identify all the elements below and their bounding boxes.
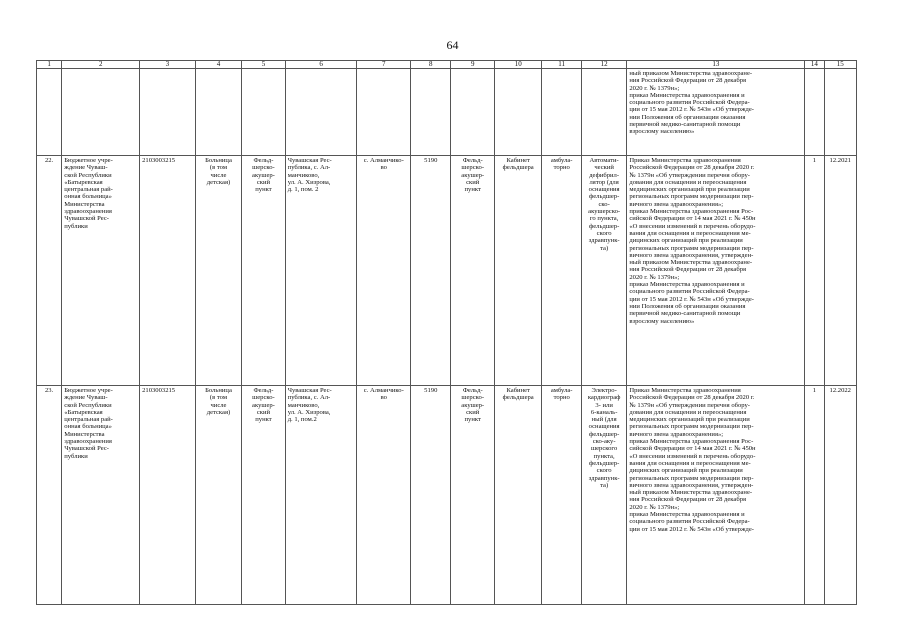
text-line: акушерско- [588, 208, 621, 216]
text-line: 6-каналь- [590, 408, 618, 416]
text-line: пункта, [593, 452, 615, 460]
text-line: региональных программ модернизации пер- [629, 474, 754, 482]
text-line: «Батыревская [64, 408, 103, 416]
table-row [37, 386, 857, 605]
column-number-6: 6 [285, 61, 357, 69]
text-line: Бюджетное учре- [64, 157, 113, 164]
text-line: вичного звена здравоохранения, утвержден- [629, 481, 754, 489]
text-line: пункт [255, 416, 272, 424]
text-line: центральная рай- [64, 186, 113, 194]
text-line: во [380, 394, 387, 402]
organization-cell [62, 386, 140, 605]
basis-cell-continued [627, 69, 805, 156]
text-line: публики [64, 222, 88, 230]
text-line: Фельд- [253, 387, 274, 394]
text-line: во [380, 164, 387, 172]
text-line: пункт [255, 186, 272, 194]
text-line: ции от 15 мая 2012 г. № 543н «Об утвержде- [629, 525, 754, 533]
text-line: фельдшер- [588, 193, 620, 201]
text-line: ный (для [591, 416, 617, 424]
text-line: торно [553, 164, 570, 172]
equipment-cell [581, 386, 626, 605]
text-line: 2020 г. № 1379н»; [629, 84, 680, 92]
text-line: Чувашская Рес- [287, 157, 332, 164]
text-line: сийской Федерации от 14 мая 2021 г. № 450н [629, 215, 756, 223]
text-line: № 1379н «Об утверждении перечня обору- [629, 401, 750, 409]
text-line: торно [553, 394, 570, 402]
text-line: ский [466, 408, 480, 416]
text-line: Фельд- [253, 157, 274, 164]
text-line: Приказ Министерства здравоохранения [629, 387, 741, 394]
room-cell [494, 156, 542, 386]
text-line: приказ Министерства здравоохранения и [629, 511, 745, 519]
settlement-cell [357, 386, 411, 605]
text-line: Чувашской Рес- [64, 215, 109, 223]
text-line: приказ Министерства здравоохранения Рос- [629, 208, 754, 216]
column-number-10: 10 [494, 61, 542, 69]
text-line: Электро- [591, 387, 617, 394]
page-number: 64 [446, 38, 459, 52]
text-line: шерско- [461, 164, 485, 172]
text-line: социального развития Российской Федера- [629, 99, 750, 107]
text-line: с. Алманчико- [363, 157, 404, 164]
quantity-cell: 1 [805, 386, 824, 605]
text-line: числе [210, 171, 227, 179]
text-line: публики [64, 452, 88, 460]
text-line: фельдшера [502, 164, 534, 172]
text-line: здравпунк- [588, 237, 620, 245]
text-line: дования для оснащения и переоснащения [629, 178, 747, 186]
text-line: го пункта, [589, 215, 619, 223]
text-line: детская) [206, 178, 231, 186]
column-number-7: 7 [357, 61, 411, 69]
text-line: амбула- [550, 387, 573, 394]
column-number-1: 1 [37, 61, 62, 69]
text-line: Российской Федерации от 28 декабря 2020 г. [629, 164, 755, 172]
text-line: Фельд- [462, 157, 483, 164]
text-line: шерско- [252, 164, 275, 172]
text-line: онная больница» [64, 193, 112, 201]
text-line: вания для оснащения и переоснащения ме- [629, 459, 751, 467]
text-line: манчиково, [287, 401, 320, 409]
row-number: 23. [37, 386, 62, 605]
table-row [37, 156, 857, 386]
column-number-9: 9 [451, 61, 494, 69]
text-line: вичного звена здравоохранения, утвержден- [629, 251, 754, 259]
text-line: «О внесении изменений в перечень оборудо- [629, 452, 756, 460]
text-line: первичной медико-санитарной помощи [629, 310, 741, 318]
text-line: региональных программ модернизации пер- [629, 244, 754, 252]
text-line: дефибрил- [589, 171, 620, 179]
text-line: фельдшер- [588, 459, 620, 467]
column-number-11: 11 [542, 61, 581, 69]
text-line: региональных программ модернизации пер- [629, 193, 754, 201]
column-number-13: 13 [627, 61, 805, 69]
unit-cell [242, 156, 285, 386]
text-line: социального развития Российской Федера- [629, 288, 750, 296]
text-line: лятор (для [589, 178, 619, 186]
text-line: онная больница» [64, 423, 112, 431]
text-line: региональных программ модернизации пер- [629, 423, 754, 431]
text-line: ческий [594, 164, 614, 172]
text-line: дицинских организаций при реализации [629, 467, 743, 475]
text-line: фельдшер- [588, 430, 620, 438]
text-line: ского [596, 229, 612, 237]
room-cell [494, 386, 542, 605]
unit-cell [242, 386, 285, 605]
text-line: манчиково, [287, 171, 320, 179]
text-line: ный приказом Министерства здравоохране- [629, 259, 753, 267]
basis-cell [627, 156, 805, 386]
text-line: нии Положения об организации оказания [629, 302, 746, 310]
date-cell: 12.2022 [824, 386, 856, 605]
text-line: нии Положения об организации оказания [629, 113, 746, 121]
text-line: оснащения [588, 186, 620, 194]
text-line: кардиограф [587, 394, 621, 402]
row-number: 22. [37, 156, 62, 386]
text-line: вичного звена здравоохранения»; [629, 430, 724, 438]
text-line: 2020 г. № 1379н»; [629, 503, 680, 511]
equipment-cell [581, 156, 626, 386]
text-line: ский [256, 408, 271, 416]
text-line: первичной медико-санитарной помощи [629, 121, 741, 129]
text-line: фельдшера [502, 394, 534, 402]
column-number-14: 14 [805, 61, 824, 69]
text-line: с. Алманчико- [363, 387, 404, 394]
text-line: та) [600, 481, 609, 489]
subunit-cell [451, 386, 494, 605]
text-line: «Батыревская [64, 178, 103, 186]
column-number-8: 8 [411, 61, 451, 69]
text-line: центральная рай- [64, 416, 113, 424]
basis-cell [627, 386, 805, 605]
column-number-15: 15 [824, 61, 856, 69]
text-line: ский [466, 178, 480, 186]
text-line: шерско- [461, 394, 485, 402]
text-line: пункт [464, 416, 481, 424]
settlement-cell [357, 156, 411, 386]
text-line: Приказ Министерства здравоохранения [629, 157, 741, 164]
text-line: дицинских организаций при реализации [629, 237, 743, 245]
text-line: приказ Министерства здравоохранения и [629, 91, 745, 99]
text-line: ции от 15 мая 2012 г. № 543н «Об утвержде- [629, 106, 754, 114]
address-cell [285, 156, 357, 386]
text-line: ции от 15 мая 2012 г. № 543н «Об утвержде- [629, 295, 754, 303]
text-line: ской Республики [64, 401, 112, 409]
inn-code-cell: 2103003215 [140, 386, 196, 605]
text-line: ского [596, 467, 612, 475]
text-line: ния Российской Федерации от 28 декабря [629, 496, 747, 504]
text-line: Бюджетное учре- [64, 387, 113, 394]
text-line: Больница [205, 387, 232, 394]
text-line: Фельд- [462, 387, 483, 394]
text-line: Кабинет [506, 387, 530, 394]
text-line: пункт [464, 186, 481, 194]
text-line: 3- или [595, 401, 613, 409]
column-number-5: 5 [242, 61, 285, 69]
code-cell: 5190 [411, 156, 451, 386]
text-line: ской Республики [64, 171, 112, 179]
text-line: сийской Федерации от 14 мая 2021 г. № 450н [629, 445, 756, 453]
text-line: приказ Министерства здравоохранения и [629, 281, 745, 289]
text-line: детская) [206, 408, 231, 416]
text-line: Российской Федерации от 28 декабря 2020 г. [629, 394, 755, 402]
address-cell [285, 386, 357, 605]
column-number-row [37, 61, 857, 69]
column-number-4: 4 [195, 61, 242, 69]
equipment-table [36, 60, 857, 605]
text-line: фельдшер- [588, 222, 620, 230]
date-cell: 12.2021 [824, 156, 856, 386]
text-line: ный приказом Министерства здравоохране- [629, 489, 753, 497]
text-line: № 1379н «Об утверждении перечня обору- [629, 171, 750, 179]
quantity-cell: 1 [805, 156, 824, 386]
text-line: оснащения [588, 423, 620, 431]
text-line: Министерства [64, 200, 105, 208]
subunit-cell [451, 156, 494, 386]
column-number-12: 12 [581, 61, 626, 69]
text-line: (в том [209, 164, 228, 172]
text-line: социального развития Российской Федера- [629, 518, 750, 526]
text-line: амбула- [550, 157, 573, 164]
organization-cell [62, 156, 140, 386]
text-line: д. 1, пом. 2 [287, 186, 319, 194]
text-line: Министерства [64, 430, 105, 438]
text-line: взрослому населению» [629, 317, 695, 325]
text-line: взрослому населению» [629, 128, 695, 136]
text-line: здравпунк- [588, 474, 620, 482]
text-line: публика, с. Ал- [287, 394, 331, 402]
text-line: (в том [209, 394, 228, 402]
text-line: приказ Министерства здравоохранения Рос- [629, 438, 754, 446]
text-line: публика, с. Ал- [287, 164, 331, 172]
text-line: акушер- [252, 401, 275, 409]
text-line: акушер- [461, 171, 485, 179]
text-line: ско- [598, 200, 610, 208]
text-line: вичного звена здравоохранения»; [629, 200, 724, 208]
text-line: медицинских организаций при реализации [629, 186, 750, 194]
code-cell: 5190 [411, 386, 451, 605]
text-line: Чувашская Рес- [287, 387, 332, 394]
continuation-row [37, 69, 857, 156]
text-line: ный приказом Министерства здравоохране- [629, 70, 753, 77]
text-line: ский [256, 178, 271, 186]
facility-type-cell [195, 386, 242, 605]
text-line: дования для оснащения и переоснащения [629, 408, 747, 416]
text-line: Чувашской Рес- [64, 445, 109, 453]
text-line: шерского [591, 445, 618, 453]
text-line: ул. А. Хизрова, [287, 408, 331, 416]
column-number-3: 3 [140, 61, 196, 69]
inn-code-cell: 2103003215 [140, 156, 196, 386]
text-line: здравоохранения [64, 438, 112, 446]
text-line: вания для оснащения и переоснащения ме- [629, 229, 751, 237]
text-line: Автомати- [589, 157, 619, 164]
text-line: ния Российской Федерации от 28 декабря [629, 77, 747, 85]
text-line: «О внесении изменений в перечень оборудо- [629, 222, 756, 230]
text-line: Больница [205, 157, 232, 164]
column-number-2: 2 [62, 61, 140, 69]
text-line: здравоохранения [64, 208, 112, 216]
text-line: ско-аку- [592, 438, 616, 446]
text-line: Кабинет [506, 157, 530, 164]
care-form-cell [542, 156, 581, 386]
text-line: ждение Чуваш- [64, 164, 108, 172]
facility-type-cell [195, 156, 242, 386]
text-line: числе [210, 401, 227, 409]
care-form-cell [542, 386, 581, 605]
text-line: акушер- [252, 171, 275, 179]
text-line: ждение Чуваш- [64, 394, 108, 402]
text-line: шерско- [252, 394, 275, 402]
text-line: медицинских организаций при реализации [629, 416, 750, 424]
text-line: ул. А. Хизрова, [287, 178, 331, 186]
text-line: ния Российской Федерации от 28 декабря [629, 266, 747, 274]
text-line: акушер- [461, 401, 485, 409]
text-line: та) [600, 244, 609, 252]
text-line: д. 1, пом.2 [287, 416, 317, 424]
text-line: 2020 г. № 1379н»; [629, 273, 680, 281]
